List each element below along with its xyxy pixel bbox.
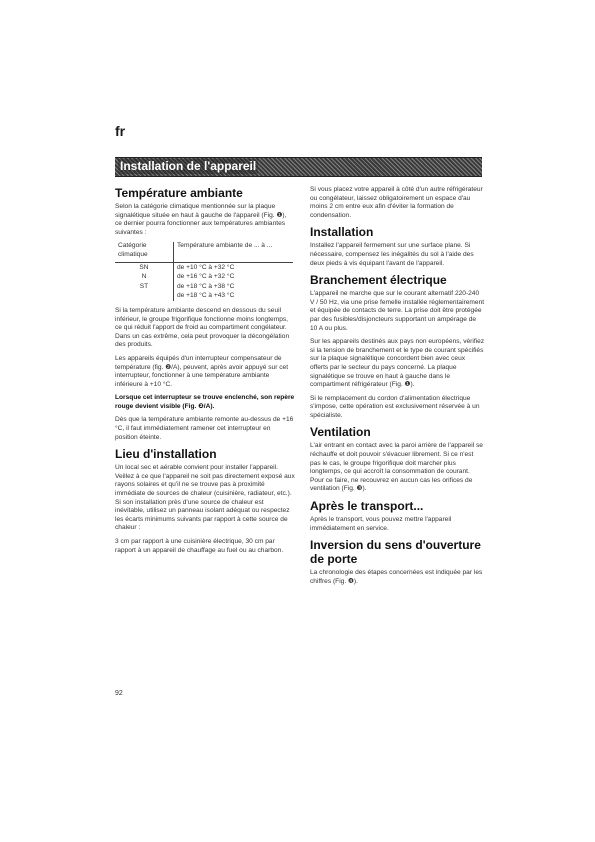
paragraph: L'air entrant en contact avec la paroi arrière de l'appareil se réchauffe et doit pouvoir s'évacuer librement. Si ce n'est pas le cas, le groupe frigorifique doit marcher plus longtemps, ce qui accroît la consommation de courant. Pour ce faire, ne recouvrez en aucun cas les orifices de ventilation (Fig. ❸). [310, 442, 483, 493]
table-cell: de +10 °C à +32 °C [177, 263, 235, 271]
heading-ambient-temperature: Température ambiante [115, 186, 243, 200]
table-row [115, 272, 293, 282]
paragraph: L'appareil ne marche que sur le courant alternatif 220-240 V / 50 Hz, via une prise femelle installée réglementairement et équipée de contacts de terre. La prise doit être protégée par des fusibles/disjoncteurs supportant un ampérage de 10 A ou plus. [310, 290, 485, 332]
paragraph: 3 cm par rapport à une cuisinière électrique, 30 cm par rapport à un appareil de chauffage au fuel ou au charbon. [115, 538, 284, 554]
paragraph: Après le transport, vous pouvez mettre l'appareil immédiatement en service. [310, 516, 452, 532]
climate-table [115, 242, 293, 301]
paragraph: Un local sec et aérable convient pour installer l'appareil. Veillez à ce que l'appareil ne soit pas directement exposé aux rayons solaires et qu'il ne se trouve pas à proximité immédiate de sources de chaleur (cuisinière, radiateur, etc.). Si son installation près d'une source de chaleur est inévitable, utilisez un panneau isolant adéquat ou respectez les écarts minimums suivants par rapport à cette source de chaleur : [115, 464, 295, 532]
page-number: 92 [115, 690, 123, 697]
banner-title: Installation de l'appareil [120, 159, 257, 173]
table-cell: ST [115, 282, 174, 292]
heading-installation: Installation [310, 225, 374, 240]
heading-electrical-connection: Branchement électrique [310, 273, 447, 288]
table-cell: de +18 °C à +38 °C [177, 282, 235, 290]
right-column [310, 186, 485, 591]
left-column [115, 186, 295, 560]
section-banner [115, 157, 482, 177]
paragraph: Si le remplacement du cordon d'alimentation électrique s'impose, cette opération est exclusivement réservée à un spécialiste. [310, 394, 480, 419]
table-row [115, 291, 293, 301]
table-row [115, 262, 293, 272]
table-cell: SN [115, 262, 174, 272]
table-header-temperature: Température ambiante de ... à ... [174, 242, 294, 262]
heading-installation-location: Lieu d'installation [115, 447, 217, 462]
table-cell: de +18 °C à +43 °C [177, 292, 235, 300]
paragraph: Les appareils équipés d'un interrupteur compensateur de température (fig. ❷/A), peuvent, après avoir appuyé sur cet interrupteur, fonctionner à une température ambiante inférieure à +10 °C. [115, 354, 289, 388]
heading-after-transport: Après le transport... [310, 499, 424, 514]
paragraph-bold: Lorsque cet interrupteur se trouve enclenché, son repère rouge devient visible (Fig. ❷/A). [115, 394, 295, 410]
paragraph: Installez l'appareil fermement sur une surface plane. Si nécessaire, compensez les inégalités du sol à l'aide des deux pieds à vis équipant l'avant de l'appareil. [310, 242, 474, 267]
paragraph: Sur les appareils destinés aux pays non européens, vérifiez si la tension de branchement et le type de courant spécifiés sur la plaque signalétique concordent bien avec ceux offerts par le secteur du pays concerné. La plaque signalétique se trouve en haut à gauche dans le compartiment réfrigérateur (Fig. ❶). [310, 338, 485, 389]
table-cell [115, 291, 174, 301]
paragraph: Selon la catégorie climatique mentionnée sur la plaque signalétique située en haut à gauche de l'appareil (Fig. ❶), ce dernier pourra fonctionner aux températures ambiantes suivantes : [115, 203, 287, 236]
heading-ventilation: Ventilation [310, 425, 371, 440]
paragraph: Si la température ambiante descend en dessous du seuil inférieur, le groupe frigorifique fonctionne moins longtemps, ce qui réduit l'apport de froid au compartiment congélateur. Dans un cas extrême, cela peut provoquer la décongélation des produits. [115, 306, 290, 349]
language-code: fr [115, 123, 126, 139]
paragraph: Si vous placez votre appareil à côté d'un autre réfrigérateur ou congélateur, laissez obligatoirement un espace d'au moins 2 cm entre eux afin d'éviter la formation de condensation. [310, 186, 483, 219]
table-cell: N [115, 272, 174, 282]
table-cell: de +16 °C à +32 °C [177, 273, 235, 281]
heading-door-reversal: Inversion du sens d'ouverture de porte [310, 538, 481, 567]
paragraph: La chronologie des étapes concernées est indiquée par les chiffres (Fig. ❹). [310, 569, 483, 585]
paragraph: Dès que la température ambiante remonte au-dessus de +16 °C, il faut immédiatement ramener cet interrupteur en position éteinte. [115, 416, 294, 441]
table-row [115, 282, 293, 292]
table-header-class: Catégorie climatique [115, 242, 174, 262]
